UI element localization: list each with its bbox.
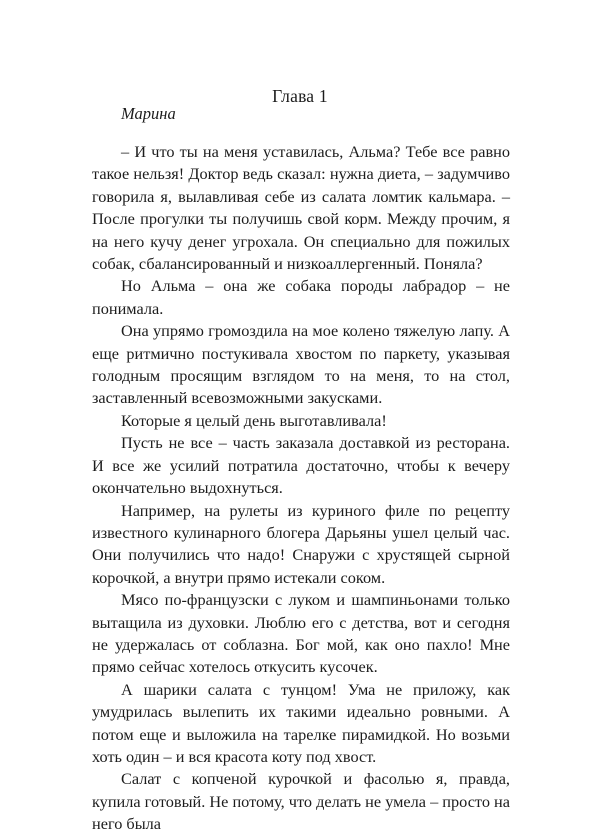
paragraph: Она упрямо громоздила на мое колено тяжелую лапу. А еще ритмично постукивала хвостом по паркету, указывая голодным просящим взглядом то на меня, то на стол, заставленный всевозможными закусками. bbox=[92, 321, 510, 408]
paragraph: А шарики салата с тунцом! Ума не приложу, как умудрилась вылепить их такими идеально ровными. А потом еще и выложила на тарелке пирамидкой. Но возьми хоть один – и вся красота коту под хвост. bbox=[92, 679, 510, 766]
paragraph: – И что ты на меня уставилась, Альма? Тебе все равно такое нельзя! Доктор ведь сказал: нужна диета, – задумчиво говорила я, вылавливая себе из салата ломтик кальмара. – После прогулки ты получишь свой корм. Между прочим, я на него кучу денег угрохала. Он специально для пожилых собак, сбалансированный и низкоаллергенный. Поняла? bbox=[92, 142, 510, 274]
paragraph: Салат с копченой курочкой и фасолью я, правда, купила готовый. Не потому, что делать не умела – просто на него была bbox=[92, 769, 510, 834]
paragraph: Мясо по-французски с луком и шампиньонами только вытащила из духовки. Люблю его с детства, вот и сегодня не удержалась от соблазна. Бог мой, как оно пахло! Мне прямо сейчас хотелось откусить кусочек. bbox=[92, 590, 510, 677]
paragraph: Пусть не все – часть заказала доставкой из ресторана. И все же усилий потратила достаточно, чтобы к вечеру окончательно выдохнуться. bbox=[92, 433, 510, 498]
chapter-narrator: Марина bbox=[121, 104, 176, 123]
body-text bbox=[92, 141, 510, 836]
paragraph: Которые я целый день выготавливала! bbox=[121, 410, 387, 430]
paragraph: Но Альма – она же собака породы лабрадор – не понимала. bbox=[92, 276, 510, 318]
paragraph: Например, на рулеты из куриного филе по рецепту известного кулинарного блогера Дарьяны ушел целый час. Они получились что надо! Снаружи с хрустящей сырной корочкой, а внутри прямо истекали соком. bbox=[92, 500, 510, 587]
chapter-title: Глава 1 bbox=[272, 86, 328, 106]
